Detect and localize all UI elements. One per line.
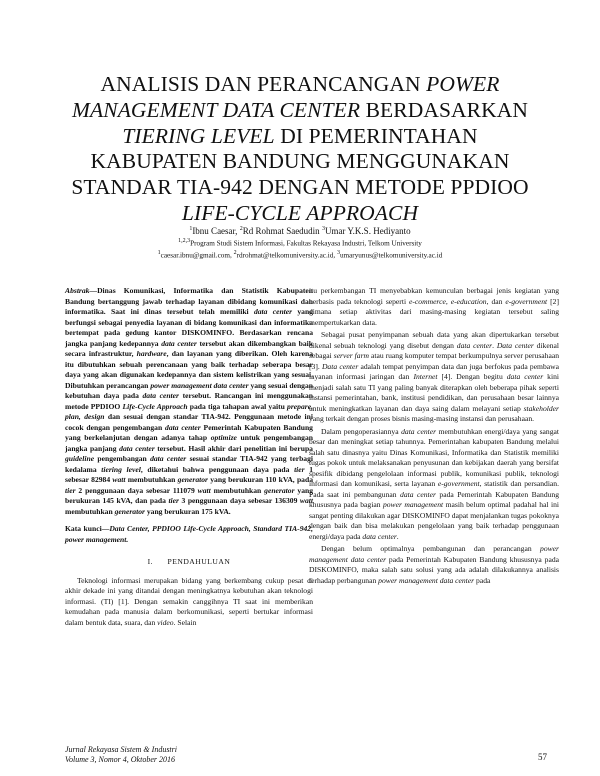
title-italic: LIFE-CYCLE APPROACH — [181, 200, 419, 225]
affiliation-text: Program Studi Sistem Informasi, Fakultas Rekayasa Industri, Telkom University — [190, 239, 422, 248]
author-sup: 2 — [239, 226, 243, 232]
title-italic: TIERING LEVEL — [122, 123, 275, 148]
intro-paragraph: Teknologi informasi merupakan bidang yang berkembang cukup pesat di akhir dekade ini yang ditandai dengan meningkatnya kebutuhan akan teknologi informasi. (TI) [1]. Dengan semakin canggihnya TI saat ini memberikan kemudahan pada manusia dalam berkomunikasi, seperti bertukar informasi dalam bentuk data, suara, dan video. Selain — [65, 575, 313, 627]
left-column — [65, 286, 313, 628]
keywords-label: Kata kunci— — [65, 524, 110, 533]
abstract: Abstrak—Dinas Komunikasi, Informatika dan Statistik Kabupaten Bandung bertanggung jawab terhadap layanan dibidang komunikasi dan informatika. Saat ini dinas tersebut telah memiliki data center yang berfungsi sebagai penyedia layanan di bidang komunikasi dan informatika bertempat pada gedung kantor DISKOMINFO. Berdasarkan rencana jangka panjang kedepannya data center tersebut akan dikembangkan baik secara infrastruktur, hardware, dan layanan yang diberikan. Oleh karena itu dibutuhkan sebuah perencanaan yang baik terhadap seberapa besar daya yang akan digunakan kedepannya dan sistem kelistrikan yang sesuai. Dibutuhkan perancangan power management data center yang sesuai dengan kebutuhan daya pada data center tersebut. Rancangan ini menggunakan metode PPDIOO Life-Cycle Approach pada tiga tahapan awal yaitu prepare, plan, design dan sesuai dengan standar TIA-942. Penggunaan metode ini cocok dengan pengembangan data center Pemerintah Kabupaten Bandung yang berkelanjutan dengan adanya tahap optimize untuk pengembangan jangka panjang data center tersebut. Hasil akhir dari penelitian ini berupa guideline pengembangan data center sesuai standar TIA-942 yang terbagi kedalama tiering level, diketahui bahwa penggunaan daya pada tier 1 sebesar 82984 watt membutuhkan generator yang berukuran 110 kVA, pada tier 2 penggunaan daya sebesar 111079 watt membutuhkan generator yang berukuran 145 kVA, dan pada tier 3 penggunaan daya sebesar 136309 watt membutuhkan generator yang berukuran 175 kVA. — [65, 286, 314, 516]
body-paragraph: itu perkembangan TI menyebabkan kemunculan berbagai jenis kegiatan yang berbasis pada teknologi seperti e-commerce, e-education, dan e-government [2] dimana setiap aktivitas dari masing-masing kegiatan tersebut saling mempertukarkan data. — [309, 286, 559, 327]
body-paragraph: Dengan belum optimalnya pembangunan dan perancangan power management data center pada Pemerintah Kabupaten Bandung khususnya pada DISKOMINFO, maka salah satu solusi yang ada adalah dilakukannya analisis terhadap perbangunan power management data center pada — [309, 544, 559, 585]
paper-title — [40, 72, 560, 227]
title-line: BERDASARKAN — [360, 97, 528, 122]
author-emails — [40, 248, 560, 260]
title-line: DI PEMERINTAHAN — [274, 123, 478, 148]
journal-volume: Volume 3, Nomor 4, Oktober 2016 — [65, 755, 175, 764]
author-name: Rd Rohmat Saedudin — [242, 226, 322, 236]
email: umaryunus@telkomuniversity.ac.id — [339, 251, 443, 260]
section-title: PENDAHULUAN — [167, 557, 231, 566]
title-line: ANALISIS DAN PERANCANGAN — [100, 72, 427, 96]
section-heading — [65, 557, 313, 568]
email-sup: 1 — [157, 250, 161, 257]
journal-footer — [65, 745, 177, 765]
section-number: I. — [147, 557, 154, 566]
email: rdrohmat@telkomuniversity.ac.id, — [236, 251, 337, 260]
affiliation — [40, 236, 560, 261]
title-line: KABUPATEN BANDUNG MENGGUNAKAN — [90, 149, 510, 174]
author-sup: 3 — [321, 226, 325, 232]
title-italic: POWER — [426, 72, 500, 96]
keywords-text: Data Center, PPDIOO Life-Cycle Approach, Standard TIA-942, power management. — [65, 524, 313, 544]
author-sup: 1 — [189, 226, 193, 232]
body-paragraph: Sebagai pusat penyimpanan sebuah data yang akan dipertukarkan tersebut dikenal sebuah teknologi yang disebut dengan data center. Data center dikenal sebagai server farm atau ruang komputer tempat berkumpulnya server perusahaan [3]. Data center adalah tempat penyimpan data dan juga berfokus pada pembawa layanan informasi jaringan dan Internet [4]. Dengan begitu data center kini menjadi salah satu TI yang paling banyak diterapkan oleh beberapa pihak seperti instansi pemerintahan, bank, institusi pendidikan, dan perusahaan besar lainnya untuk meningkatkan layanan dan daya saing dalam melayani setiap stakeholder yang terkait dengan proses bisnis masing-masing instansi dan perusahaan. — [309, 330, 559, 423]
abstract-label: Abstrak— — [65, 286, 98, 295]
title-line: STANDAR TIA-942 DENGAN METODE PPDIOO — [71, 175, 529, 200]
email-sup: 2 — [233, 250, 237, 257]
affiliation-sup: 1,2,3 — [178, 238, 191, 244]
page-number: 57 — [538, 752, 547, 762]
email-sup: 3 — [336, 250, 340, 257]
author-name: Ibnu Caesar, — [192, 226, 240, 236]
right-column — [309, 286, 559, 586]
title-italic: MANAGEMENT DATA CENTER — [72, 97, 361, 122]
email: caesar.ibnu@gmail.com, — [160, 251, 234, 260]
journal-name: Jurnal Rekayasa Sistem & Industri — [65, 745, 177, 754]
body-paragraph: Dalam pengoperasiannya data center membutuhkan energi/daya yang sangat besar dan meningkat setiap tahunnya. Pemerintahan kabupaten Bandung melalui salah satu dinasnya yaitu Dinas Komunikasi, Informatika dan Statistik memiliki tugas pokok untuk melaksanakan penyusunan dan kebijakan daerah yang bersifat spesifik dibidang pengelolaan informasi publik, komunikasi publik, teknologi informasi dan komunikasi, serta layanan e-government, statistik dan persandian. Pada saat ini pembangunan data center pada Pemerintah Kabupaten Bandung khususnya pada bagian power management masih belum optimal padahal hal ini sangat penting dilakukan agar DISKOMINFO dapat menjalankan tugas pokoknya dengan baik dan bisa melakukan pengelolaan yang baik terhadap penggunaan energi/daya pada data center. — [309, 426, 560, 541]
keywords — [65, 524, 313, 545]
author-name: Umar Y.K.S. Hediyanto — [324, 226, 411, 236]
